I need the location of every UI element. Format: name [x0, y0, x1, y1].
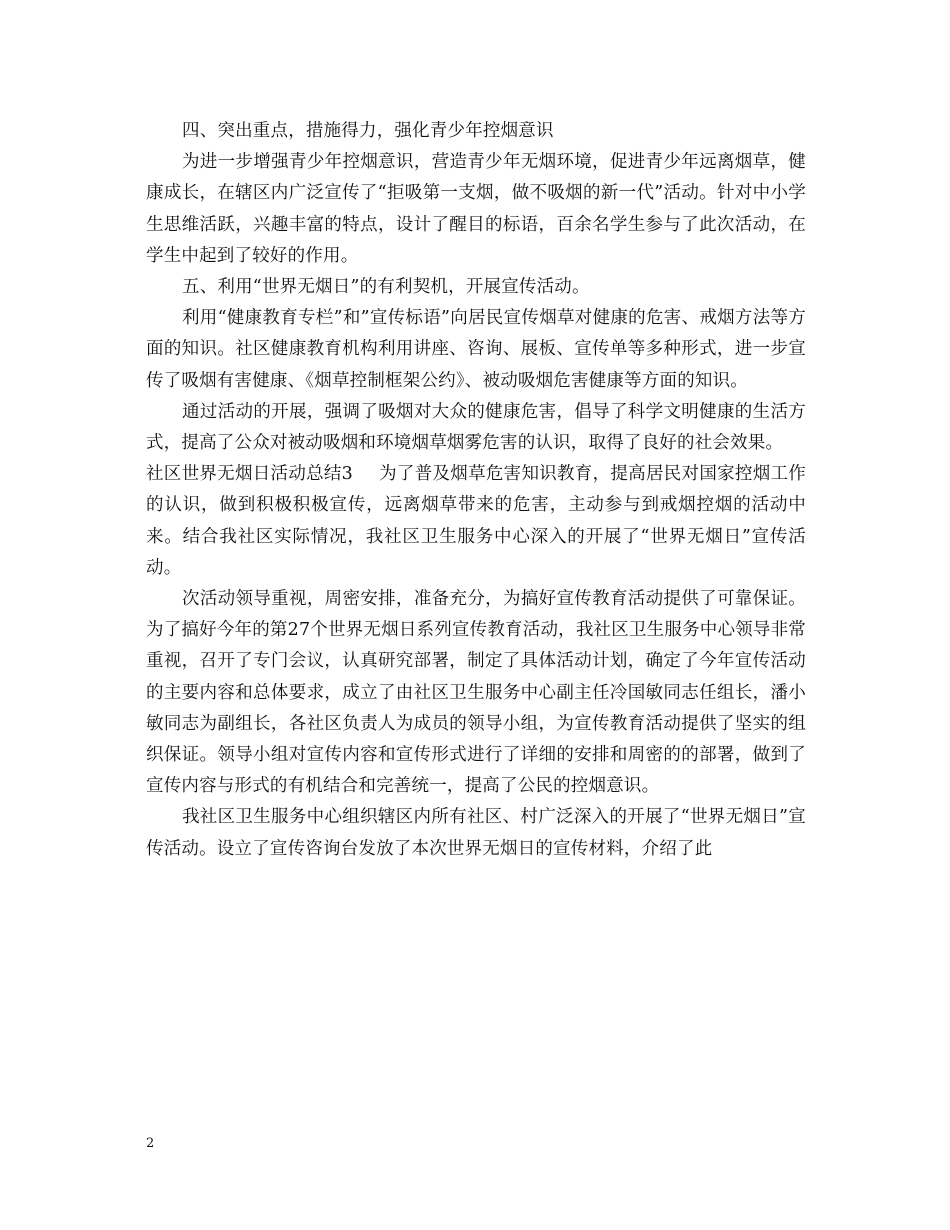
- paragraph: 我社区卫生服务中心组织辖区内所有社区、村广泛深入的开展了“世界无烟日”宣传活动。设立了宣传咨询台发放了本次世界无烟日的宣传材料，介绍了此: [146, 807, 806, 859]
- section-heading-4: 四、突出重点，措施得力，强化青少年控烟意识: [182, 121, 554, 141]
- section-paragraph: [146, 459, 806, 584]
- page-number: 2: [146, 1136, 155, 1151]
- paragraph: 通过活动的开展，强调了吸烟对大众的健康危害，倡导了科学文明健康的生活方式，提高了公众对被动吸烟和环境烟草烟雾危害的认识，取得了良好的社会效果。: [146, 401, 806, 454]
- section-first-text: 为了普及烟草危害知识教育，提高居民对国家控烟工作的认识，做到积极积极宣传，远离烟草带来的危害，主动参与到戒烟控烟的活动中来。结合我社区实际情况，我社区卫生服务中心深入的开展了“世界无烟日”宣传活动。: [146, 464, 806, 578]
- paragraph: 为进一步增强青少年控烟意识，营造青少年无烟环境，促进青少年远离烟草，健康成长，在辖区内广泛宣传了“拒吸第一支烟，做不吸烟的新一代”活动。针对中小学生思维活跃，兴趣丰富的特点，设计了醒目的标语，百余名学生参与了此次活动，在学生中起到了较好的作用。: [146, 152, 806, 266]
- section-title: 社区世界无烟日活动总结3: [146, 464, 354, 485]
- document-body: [146, 116, 806, 865]
- section-heading-5: 五、利用“世界无烟日”的有利契机，开展宣传活动。: [182, 277, 590, 298]
- paragraph: 利用“健康教育专栏”和”宣传标语”向居民宣传烟草对健康的危害、戒烟方法等方面的知识。社区健康教育机构利用讲座、咨询、展板、宣传单等多种形式，进一步宣传了吸烟有害健康、《烟草控制框架公约》、被动吸烟危害健康等方面的知识。: [146, 308, 806, 391]
- paragraph: 次活动领导重视，周密安排，准备充分，为搞好宣传教育活动提供了可靠保证。为了搞好今年的第27个世界无烟日系列宣传教育活动，我社区卫生服务中心领导非常重视，召开了专门会议，认真研究部署，制定了具体活动计划，确定了今年宣传活动的主要内容和总体要求，成立了由社区卫生服务中心副主任冷国敏同志任组长，潘小敏同志为副组长，各社区负责人为成员的领导小组，为宣传教育活动提供了坚实的组织保证。领导小组对宣传内容和宣传形式进行了详细的安排和周密的的部署，做到了宣传内容与形式的有机结合和完善统一，提高了公民的控烟意识。: [146, 589, 806, 797]
